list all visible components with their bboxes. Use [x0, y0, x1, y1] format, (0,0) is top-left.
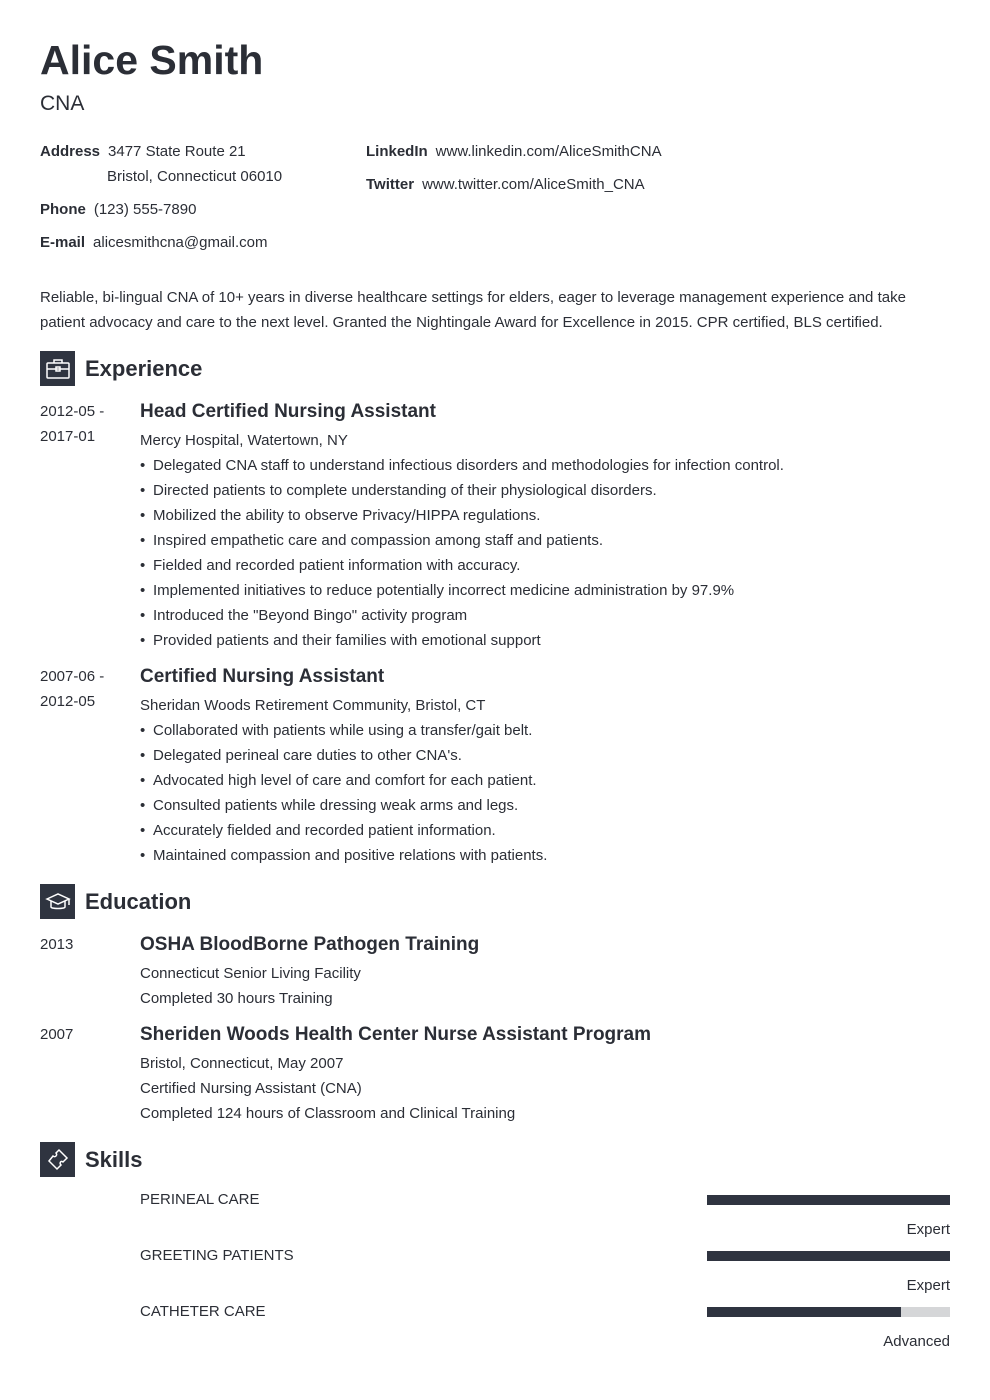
list-item: • Provided patients and their families with emotional support	[140, 628, 950, 653]
address-line-1: 3477 State Route 21	[108, 143, 246, 160]
date-range	[40, 664, 130, 714]
employer: Sheridan Woods Retirement Community, Bristol, CT	[140, 697, 486, 714]
duties-list	[140, 718, 950, 868]
education-detail: Bristol, Connecticut, May 2007	[140, 1055, 344, 1072]
job-title: Certified Nursing Assistant	[140, 666, 385, 687]
list-item: • Delegated CNA staff to understand infectious disorders and methodologies for infection control.	[140, 453, 950, 478]
skill-name: CATHETER CARE	[140, 1303, 266, 1320]
address-block	[40, 139, 282, 189]
duties-list	[140, 453, 950, 653]
program-title: Sheriden Woods Health Center Nurse Assistant Program	[140, 1024, 652, 1045]
phone-value: (123) 555-7890	[93, 201, 197, 218]
email-value[interactable]: alicesmithcna@gmail.com	[93, 234, 268, 251]
address-line-2: Bristol, Connecticut 06010	[107, 168, 283, 185]
employer: Mercy Hospital, Watertown, NY	[140, 432, 348, 449]
date-range	[40, 399, 130, 449]
education-detail: Certified Nursing Assistant (CNA)	[140, 1080, 362, 1097]
phone-label: Phone	[40, 201, 86, 218]
list-item: • Inspired empathetic care and compassion among staff and patients.	[140, 528, 950, 553]
education-title: Education	[85, 888, 192, 914]
skill-bar	[707, 1195, 950, 1205]
date-start: 2012-05 -	[40, 403, 105, 420]
list-item: • Advocated high level of care and comfort for each patient.	[140, 768, 950, 793]
list-item: • Directed patients to complete understanding of their physiological disorders.	[140, 478, 950, 503]
education-detail: Completed 30 hours Training	[140, 990, 333, 1007]
twitter-value[interactable]: www.twitter.com/AliceSmith_CNA	[422, 176, 645, 193]
skill-row	[140, 1187, 950, 1243]
skill-bar-fill	[707, 1195, 950, 1205]
skill-bar-fill	[707, 1307, 901, 1317]
education-detail: Connecticut Senior Living Facility	[140, 965, 361, 982]
list-item: • Maintained compassion and positive relations with patients.	[140, 843, 950, 868]
list-item: • Consulted patients while dressing weak arms and legs.	[140, 793, 950, 818]
briefcase-icon	[40, 351, 75, 386]
twitter-label: Twitter	[366, 176, 415, 193]
list-item: • Introduced the "Beyond Bingo" activity program	[140, 603, 950, 628]
skill-level: Expert	[906, 1221, 950, 1238]
skill-bar	[707, 1251, 950, 1261]
education-year: 2013	[40, 936, 74, 953]
education-year: 2007	[40, 1026, 74, 1043]
list-item: • Accurately fielded and recorded patient information.	[140, 818, 950, 843]
skills-header	[40, 1142, 142, 1177]
list-item: • Implemented initiatives to reduce potentially incorrect medicine administration by 97.9%	[140, 578, 950, 603]
skill-bar	[707, 1307, 950, 1317]
graduation-cap-icon	[40, 884, 75, 919]
candidate-name: Alice Smith	[40, 37, 264, 83]
skill-level: Expert	[906, 1277, 950, 1294]
skill-level: Advanced	[883, 1333, 950, 1350]
twitter-block	[366, 172, 645, 197]
list-item: • Mobilized the ability to observe Privacy/HIPPA regulations.	[140, 503, 950, 528]
list-item: • Delegated perineal care duties to other CNA's.	[140, 743, 950, 768]
list-item: • Fielded and recorded patient information with accuracy.	[140, 553, 950, 578]
skill-row	[140, 1299, 950, 1355]
summary: Reliable, bi-lingual CNA of 10+ years in diverse healthcare settings for elders, eager to leverage management experience and take patient advocacy and care to the next level. Granted the Nightingale Award for Excellence in 2015. CPR certified, BLS certified.	[40, 289, 906, 331]
email-label: E-mail	[40, 234, 86, 251]
linkedin-label: LinkedIn	[366, 143, 428, 160]
job-title: Head Certified Nursing Assistant	[140, 401, 436, 422]
date-end: 2012-05	[40, 693, 96, 710]
education-detail: Completed 124 hours of Classroom and Clinical Training	[140, 1105, 516, 1122]
skill-name: PERINEAL CARE	[140, 1191, 260, 1208]
email-block	[40, 230, 267, 255]
linkedin-block	[366, 139, 662, 164]
program-title: OSHA BloodBorne Pathogen Training	[140, 934, 480, 955]
date-start: 2007-06 -	[40, 668, 105, 685]
phone-block	[40, 197, 196, 222]
linkedin-value[interactable]: www.linkedin.com/AliceSmithCNA	[435, 143, 662, 160]
puzzle-piece-icon	[40, 1142, 75, 1177]
list-item: • Collaborated with patients while using a transfer/gait belt.	[140, 718, 950, 743]
skill-row	[140, 1243, 950, 1299]
address-label: Address	[40, 143, 101, 160]
education-header	[40, 884, 191, 919]
skill-name: GREETING PATIENTS	[140, 1247, 294, 1264]
experience-title: Experience	[85, 355, 203, 381]
skill-bar-fill	[707, 1251, 950, 1261]
candidate-title: CNA	[40, 92, 85, 115]
date-end: 2017-01	[40, 428, 96, 445]
experience-header	[40, 351, 202, 386]
skills-title: Skills	[85, 1146, 143, 1172]
